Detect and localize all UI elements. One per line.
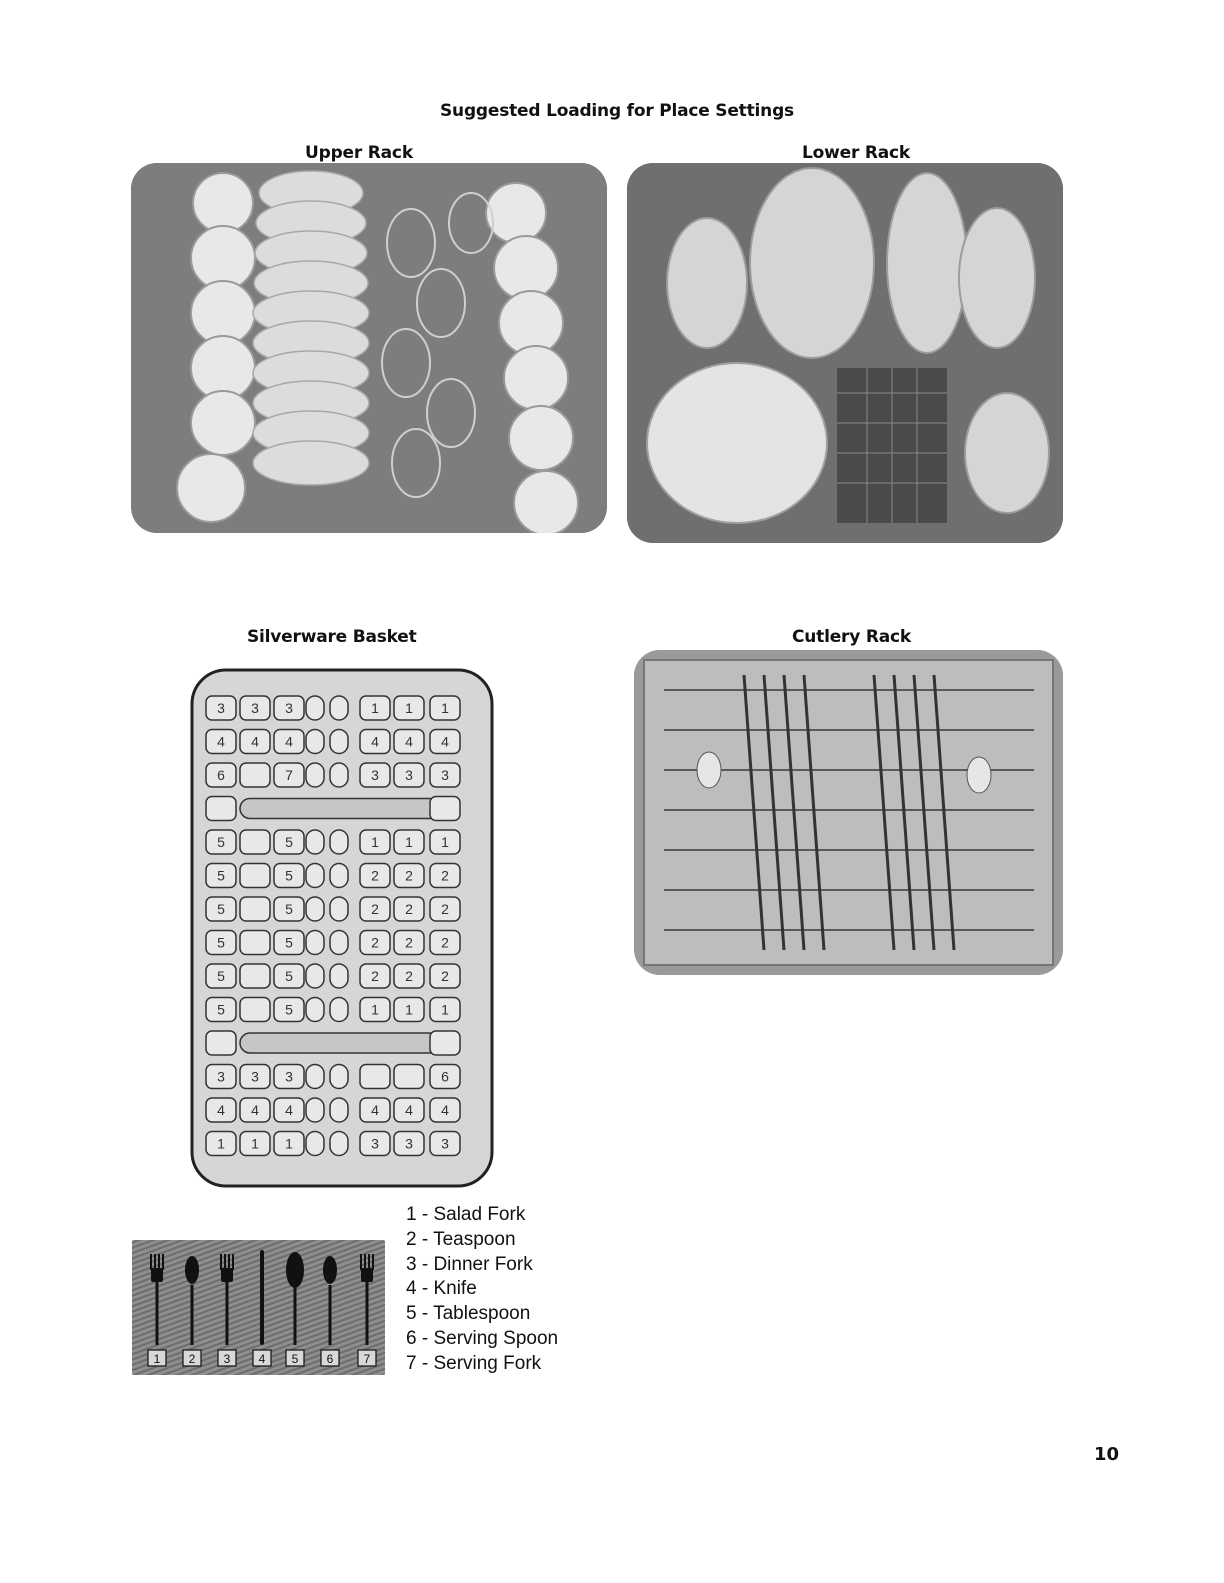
basket-cell-number: 3 — [285, 700, 293, 716]
basket-cell — [430, 1031, 460, 1055]
spoon-icon — [323, 1256, 337, 1345]
basket-cell-number: 3 — [217, 700, 225, 716]
basket-cell — [306, 1132, 324, 1156]
silverware-basket-heading: Silverware Basket — [247, 627, 417, 647]
basket-cell-number: 5 — [217, 968, 225, 984]
basket-cell-number: 2 — [371, 934, 379, 951]
basket-cell-number: 5 — [285, 934, 293, 951]
fork-icon — [360, 1254, 374, 1345]
utensil-number: 4 — [258, 1352, 266, 1366]
basket-cell-number: 1 — [371, 834, 379, 850]
basket-handle — [240, 1033, 440, 1053]
basket-cell-number: 3 — [217, 1068, 225, 1085]
basket-cell-number: 4 — [285, 733, 293, 750]
spoon-icon — [185, 1256, 199, 1345]
basket-cell-number: 1 — [441, 700, 449, 716]
basket-cell-number: 1 — [371, 700, 379, 716]
basket-cell-number: 3 — [371, 767, 379, 783]
basket-cell-number: 2 — [371, 901, 379, 917]
knife-icon — [260, 1250, 264, 1345]
basket-cell-number: 4 — [371, 1102, 379, 1118]
basket-cell-number: 5 — [217, 901, 225, 917]
basket-cell-number: 3 — [251, 700, 259, 716]
basket-cell-number: 1 — [441, 834, 449, 850]
basket-cell — [330, 897, 348, 921]
basket-cell — [306, 964, 324, 988]
basket-cell-number: 5 — [285, 901, 293, 917]
basket-cell — [330, 730, 348, 754]
basket-cell-number: 5 — [217, 1001, 225, 1018]
basket-cell-number: 4 — [285, 1102, 293, 1118]
basket-cell — [330, 1098, 348, 1122]
basket-cell — [330, 1065, 348, 1089]
basket-cell-number: 4 — [441, 1102, 449, 1118]
basket-cell-number: 5 — [217, 867, 225, 884]
utensil-number: 2 — [188, 1352, 196, 1366]
basket-cell — [206, 1031, 236, 1055]
utensil-number: 5 — [291, 1352, 299, 1366]
cutlery-rack-photo — [634, 650, 1063, 975]
lower-rack-photo — [627, 163, 1063, 543]
basket-cell-number: 6 — [441, 1068, 449, 1085]
fork-icon — [150, 1254, 164, 1345]
basket-cell-number: 2 — [441, 867, 449, 884]
basket-cell — [330, 1132, 348, 1156]
basket-cell-number: 5 — [217, 834, 225, 850]
basket-cell-number: 6 — [217, 767, 225, 783]
basket-cell — [306, 1098, 324, 1122]
basket-cell-number: 2 — [405, 934, 413, 951]
utensil-number: 6 — [326, 1352, 334, 1366]
spoon-icon — [286, 1252, 304, 1345]
basket-cell — [306, 897, 324, 921]
basket-cell-number: 4 — [251, 733, 259, 750]
upper-rack-photo — [131, 163, 607, 533]
basket-cell-number: 2 — [441, 968, 449, 984]
basket-cell-number: 4 — [405, 1102, 413, 1118]
basket-cell-number: 1 — [251, 1135, 259, 1152]
basket-cell-number: 1 — [405, 834, 413, 850]
basket-cell — [306, 696, 324, 720]
basket-cell-number: 1 — [217, 1135, 225, 1152]
basket-cell-number: 4 — [217, 1102, 225, 1118]
basket-cell — [330, 931, 348, 955]
legend-item: 1 - Salad Fork — [406, 1204, 526, 1225]
basket-cell — [240, 964, 270, 988]
basket-cell-number: 3 — [285, 1068, 293, 1085]
basket-cell — [240, 864, 270, 888]
basket-cell-number: 4 — [441, 733, 449, 750]
fork-icon — [220, 1254, 234, 1345]
basket-cell-number: 3 — [405, 767, 413, 783]
basket-cell-number: 2 — [405, 867, 413, 884]
utensil-key-photo — [132, 1240, 385, 1375]
basket-cell — [330, 998, 348, 1022]
legend-item: 6 - Serving Spoon — [406, 1327, 559, 1349]
basket-cell-number: 1 — [405, 700, 413, 716]
basket-cell-number: 5 — [285, 1001, 293, 1018]
legend-item: 2 - Teaspoon — [406, 1228, 516, 1250]
basket-cell-number: 3 — [441, 1135, 449, 1152]
utensil-number: 3 — [223, 1352, 231, 1366]
basket-cell — [306, 931, 324, 955]
basket-cell — [394, 1065, 424, 1089]
utensil-legend — [406, 1203, 558, 1377]
basket-cell — [240, 931, 270, 955]
basket-cell-number: 1 — [405, 1001, 413, 1018]
basket-cell — [306, 1065, 324, 1089]
silverware-basket-diagram — [190, 668, 494, 1188]
basket-cell-number: 5 — [285, 834, 293, 850]
basket-cell — [330, 696, 348, 720]
basket-cell-number: 2 — [371, 867, 379, 884]
basket-cell-number: 4 — [251, 1102, 259, 1118]
basket-cell — [330, 964, 348, 988]
legend-item: 3 - Dinner Fork — [406, 1253, 533, 1275]
utensil-number: 7 — [363, 1352, 371, 1366]
basket-cell — [240, 998, 270, 1022]
basket-cell — [306, 864, 324, 888]
basket-cell-number: 4 — [405, 733, 413, 750]
basket-cell — [240, 763, 270, 787]
basket-cell — [330, 763, 348, 787]
basket-cell — [306, 730, 324, 754]
cutlery-rack-heading: Cutlery Rack — [792, 627, 911, 647]
lower-rack-heading: Lower Rack — [802, 143, 910, 163]
basket-cell-number: 4 — [217, 733, 225, 750]
basket-cell-number: 5 — [217, 934, 225, 951]
legend-item: 4 - Knife — [406, 1278, 477, 1300]
legend-item: 7 - Serving Fork — [406, 1352, 542, 1374]
basket-cell-number: 2 — [371, 968, 379, 984]
basket-cell-number: 5 — [285, 867, 293, 884]
page-number: 10 — [1094, 1444, 1120, 1465]
legend-item: 5 - Tablespoon — [406, 1303, 531, 1325]
basket-cell-number: 5 — [285, 968, 293, 984]
basket-cell — [306, 830, 324, 854]
basket-cell — [330, 864, 348, 888]
basket-cell-number: 2 — [441, 901, 449, 917]
basket-cell — [306, 998, 324, 1022]
basket-cell — [240, 830, 270, 854]
basket-cell — [430, 797, 460, 821]
basket-cell-number: 3 — [441, 767, 449, 783]
basket-cell-number: 1 — [441, 1001, 449, 1018]
basket-cell — [360, 1065, 390, 1089]
basket-cell — [240, 897, 270, 921]
basket-cell-number: 3 — [251, 1068, 259, 1085]
basket-cell-number: 7 — [285, 767, 293, 783]
basket-cell-number: 2 — [441, 934, 449, 951]
basket-cell — [330, 830, 348, 854]
basket-handle — [240, 799, 440, 819]
basket-cell-number: 2 — [405, 901, 413, 917]
basket-cell-number: 1 — [285, 1135, 293, 1152]
basket-cell — [306, 763, 324, 787]
basket-cell-number: 4 — [371, 733, 379, 750]
page-title: Suggested Loading for Place Settings — [440, 101, 794, 121]
basket-cell — [206, 797, 236, 821]
basket-cell-number: 2 — [405, 968, 413, 984]
upper-rack-heading: Upper Rack — [305, 143, 413, 163]
basket-cell-number: 3 — [405, 1135, 413, 1152]
basket-cell-number: 3 — [371, 1135, 379, 1152]
basket-cell-number: 1 — [371, 1001, 379, 1018]
utensil-number: 1 — [153, 1352, 161, 1366]
